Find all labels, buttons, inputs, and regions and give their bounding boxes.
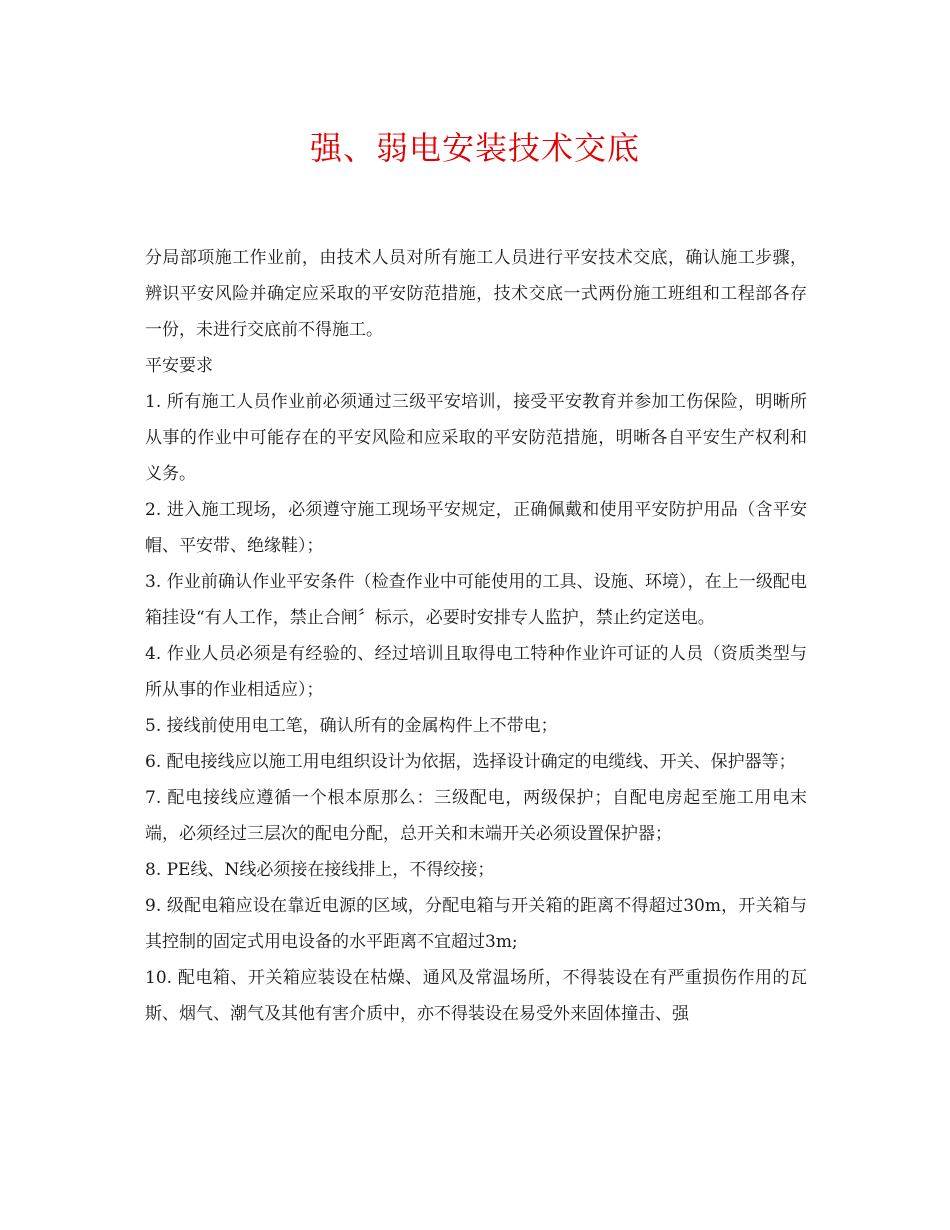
requirement-item-10: 10. 配电箱、开关箱应装设在枯燥、通风及常温场所，不得装设在有严重损伤作用的瓦斯、烟气、潮气及其他有害介质中，亦不得装设在易受外来固体撞击、强 [145,968,807,1024]
document-title: 强、弱电安装技术交底 [309,129,640,167]
requirement-item-8: 8. PE线、N线必须接在接线排上，不得绞接； [145,860,495,880]
requirement-item-6: 6. 配电接线应以施工用电组织设计为依据，选择设计确定的电缆线、开关、保护器等； [145,752,796,772]
requirement-item-3: 3. 作业前确认作业平安条件（检查作业中可能使用的工具、设施、环境），在上一级配电箱挂设“有人工作，禁止合闸〞标示，必要时安排专人监护，禁止约定送电。 [145,572,807,628]
section-heading: 平安要求 [145,356,213,376]
intro-paragraph: 分局部项施工作业前，由技术人员对所有施工人员进行平安技术交底，确认施工步骤，辨识平安风险并确定应采取的平安防范措施，技术交底一式两份施工班组和工程部各存一份，未进行交底前不得施工。 [145,248,807,340]
requirement-item-9: 9. 级配电箱应设在靠近电源的区域，分配电箱与开关箱的距离不得超过30m，开关箱与其控制的固定式用电设备的水平距离不宜超过3m; [145,896,807,952]
requirement-item-4: 4. 作业人员必须是有经验的、经过培训且取得电工特种作业许可证的人员（资质类型与所从事的作业相适应）； [145,644,807,700]
requirement-item-5: 5. 接线前使用电工笔，确认所有的金属构件上不带电； [145,716,558,736]
requirement-item-7: 7. 配电接线应遵循一个根本原那么：三级配电，两级保护；自配电房起至施工用电末端，必须经过三层次的配电分配，总开关和末端开关必须设置保护器； [145,788,807,844]
requirement-item-1: 1. 所有施工人员作业前必须通过三级平安培训，接受平安教育并参加工伤保险，明晰所从事的作业中可能存在的平安风险和应采取的平安防范措施，明晰各自平安生产权利和义务。 [145,392,807,484]
requirement-item-2: 2. 进入施工现场，必须遵守施工现场平安规定，正确佩戴和使用平安防护用品（含平安帽、平安带、绝缘鞋）； [145,500,807,556]
document-body [145,240,807,1032]
